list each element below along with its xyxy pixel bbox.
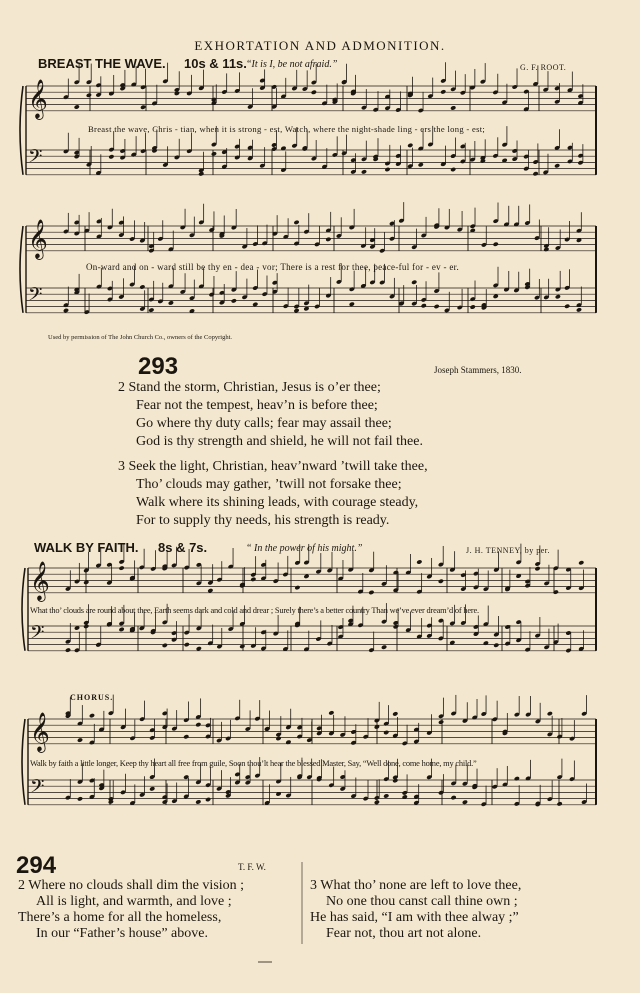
hymn293-verse2-line2: Fear not the tempest, heav’n is before thee; xyxy=(136,398,378,413)
note-head xyxy=(349,302,355,307)
note-head xyxy=(438,579,444,584)
note-head xyxy=(184,642,190,647)
hymn294-verse3-line4: Fear not, thou art not alone. xyxy=(326,926,482,941)
note-head xyxy=(470,304,476,309)
note-head xyxy=(231,298,237,303)
hymn2-title: WALK BY FAITH. xyxy=(34,540,139,555)
hymn2-meter: 8s & 7s. xyxy=(158,540,208,555)
note-head xyxy=(450,167,456,172)
hymn1-meter: 10s & 11s. xyxy=(184,56,247,71)
hymn2-composer: J. H. TENNEY, by per. xyxy=(466,546,550,555)
hymn1-lyric-line2: On-ward and on - ward still be thy en - dea - vor; There is a rest for thee, peace-ful for - ev - er. xyxy=(86,262,459,272)
treble-clef: 𝄞 xyxy=(28,218,48,258)
note-head xyxy=(275,736,281,741)
note-head xyxy=(294,585,300,590)
hymn294-author: T. F. W. xyxy=(238,862,266,872)
note-head xyxy=(547,711,553,716)
hymn294-verse2-line3: There’s a home for all the homeless, xyxy=(18,910,222,925)
note-head xyxy=(534,566,540,571)
note-head xyxy=(195,799,201,804)
note-head xyxy=(195,722,201,727)
hymn294-verse3-line1: 3 What tho’ none are left to love thee, xyxy=(310,878,522,893)
treble-clef: 𝄞 xyxy=(28,78,48,118)
treble-clef: 𝄞 xyxy=(30,560,50,600)
note-head xyxy=(411,280,417,285)
note-head xyxy=(368,590,374,595)
note-head xyxy=(383,793,389,798)
bass-clef: 𝄢 xyxy=(28,146,43,173)
hymn2-chorus-label: CHORUS. xyxy=(70,693,114,702)
note-head xyxy=(514,776,520,781)
hymn2-system2-brace xyxy=(22,719,25,805)
section-header: EXHORTATION AND ADMONITION. xyxy=(194,38,446,53)
note-head xyxy=(293,220,299,225)
hymn1-motto: “It is I, be not afraid.” xyxy=(246,59,338,70)
note-head xyxy=(438,719,444,724)
hymn293-number: 293 xyxy=(138,353,179,380)
hymn293-verse3-line2: Tho’ clouds may gather, ’twill not forsake thee; xyxy=(136,477,402,492)
note-head xyxy=(493,643,499,648)
hymn1-permission: Used by permission of The John Church Co., owners of the Copyright. xyxy=(48,334,233,341)
note-head xyxy=(198,171,204,176)
note-head xyxy=(418,162,424,167)
note-head xyxy=(392,711,398,716)
note-head xyxy=(74,104,80,109)
hymn1-lyric-line1: Breast the wave, Chris - tian, when it is strong - est, Watch, where the night-shade ling - ers the long - est; xyxy=(88,124,486,134)
note-head xyxy=(86,93,92,98)
note-head xyxy=(416,559,422,564)
note-head xyxy=(383,730,389,735)
note-head xyxy=(483,640,489,645)
hymn294-verse2-line4: In our “Father’s house” above. xyxy=(36,926,208,941)
note-head xyxy=(564,304,570,309)
note-head xyxy=(77,737,83,742)
note-head xyxy=(148,307,154,312)
hymn294-verse3-line2: No one thou canst call thine own ; xyxy=(326,894,518,909)
note-head xyxy=(139,284,145,289)
bass-clef: 𝄢 xyxy=(30,622,45,649)
note-head xyxy=(493,242,499,247)
hymn293-verse2-line3: Go where thy duty calls; fear may assail thee; xyxy=(136,416,392,431)
hymn1-system2-brace xyxy=(20,226,23,313)
hymn293-verse3-line3: Walk where its shining leads, with courage steady, xyxy=(136,495,419,510)
note-head xyxy=(407,143,413,148)
note-head xyxy=(183,734,189,739)
hymn2-motto: “ In the power of his might.” xyxy=(246,543,363,554)
hymn294-number: 294 xyxy=(16,852,57,879)
hymn293-verse3-line1: 3 Seek the light, Christian, heav’nward ’twill take thee, xyxy=(118,459,428,474)
hymn293-verse2-line4: God is thy strength and shield, he will not fail thee. xyxy=(136,434,423,449)
note-head xyxy=(421,303,427,308)
note-head xyxy=(532,171,538,176)
note-head xyxy=(65,647,71,652)
note-head xyxy=(83,624,89,629)
hymn2-system1-brace xyxy=(22,568,25,651)
hymn294-verse2-line1: 2 Where no clouds shall dim the vision ; xyxy=(18,878,245,893)
note-head xyxy=(384,167,390,172)
note-head xyxy=(119,565,125,570)
treble-clef: 𝄞 xyxy=(30,711,50,751)
note-head xyxy=(168,300,174,305)
note-head xyxy=(555,294,561,299)
hymn293-verse2-line1: 2 Stand the storm, Christian, Jesus is o’er thee; xyxy=(118,380,381,395)
note-head xyxy=(576,307,582,312)
hymn1-title: BREAST THE WAVE. xyxy=(38,56,166,71)
note-head xyxy=(211,151,217,156)
note-head xyxy=(557,801,563,806)
hymn294-verse3-line3: He has said, “I am with thee alway ;” xyxy=(310,910,519,925)
note-head xyxy=(361,169,367,174)
note-head xyxy=(392,778,398,783)
note-head xyxy=(554,163,560,168)
note-head xyxy=(140,105,146,110)
hymn293-verse3-line4: For to supply thy needs, his strength is ready. xyxy=(136,513,390,528)
note-head xyxy=(119,627,125,632)
hymn293-author: Joseph Stammers, 1830. xyxy=(434,365,522,375)
bass-clef: 𝄢 xyxy=(30,776,45,803)
note-head xyxy=(434,304,440,309)
note-head xyxy=(462,800,468,805)
note-head xyxy=(174,91,180,96)
note-head xyxy=(77,796,83,801)
note-head xyxy=(63,308,69,313)
note-head xyxy=(89,713,95,718)
hymn294-verse2-line2: All is light, and warmth, and love ; xyxy=(36,894,232,909)
note-head xyxy=(578,560,584,565)
note-head xyxy=(374,800,380,805)
note-head xyxy=(450,795,456,800)
note-head xyxy=(149,786,155,791)
note-head xyxy=(162,643,168,648)
note-head xyxy=(450,105,456,110)
hymn1-composer: G. F. ROOT. xyxy=(520,63,567,72)
note-head xyxy=(543,247,549,252)
note-head xyxy=(381,645,387,650)
note-head xyxy=(311,90,317,95)
note-head xyxy=(252,302,258,307)
hymn2-lyric-line1: What tho’ clouds are round about thee, Earth seems dark and cold and drear ; Surely there’s a better country Than we’ve ever dream’d of here. xyxy=(30,606,479,615)
hymn1-system1-brace xyxy=(20,86,23,175)
note-head xyxy=(328,710,334,715)
hymn2-lyric-line2: Walk by faith a little longer, Keep thy heart all free from guile, Soon thou’lt hear the blessed Master, Say, “Well done, come home, my child.” xyxy=(30,759,477,768)
bass-clef: 𝄢 xyxy=(28,284,43,311)
note-head xyxy=(325,237,331,242)
note-head xyxy=(250,577,256,582)
note-head xyxy=(205,797,211,802)
note-head xyxy=(108,154,114,159)
note-head xyxy=(440,89,446,94)
